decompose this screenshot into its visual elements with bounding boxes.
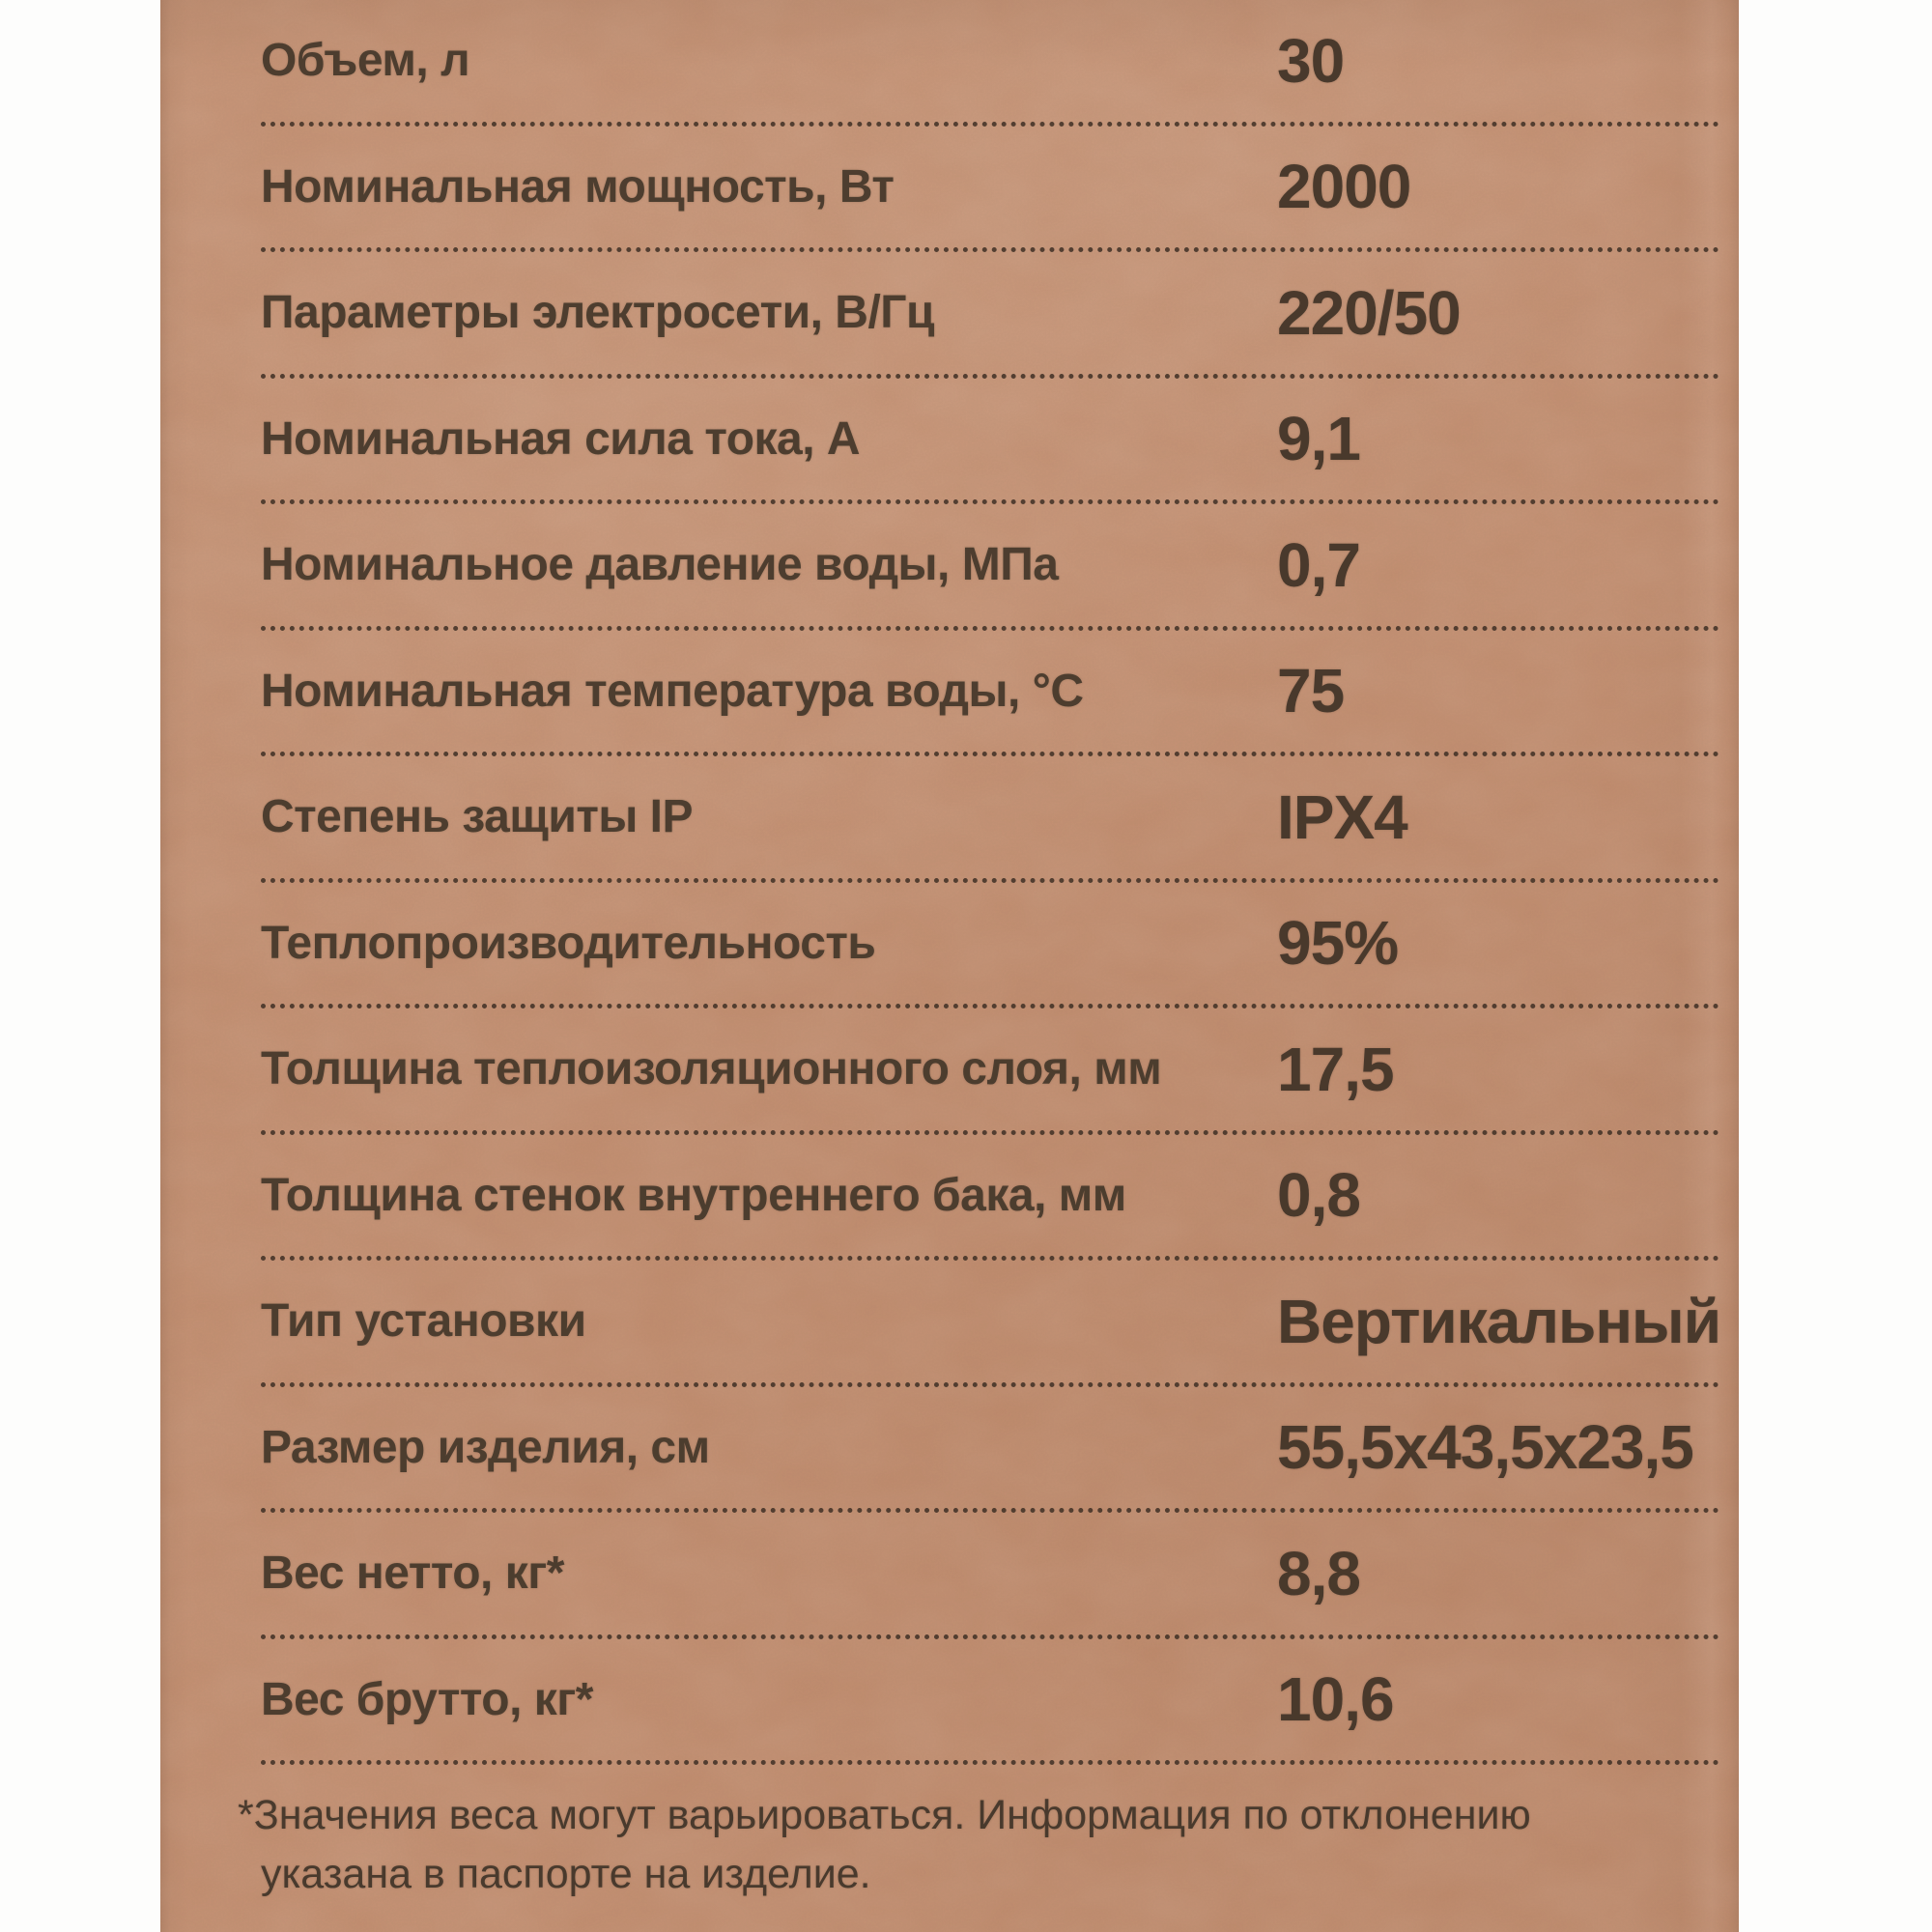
spec-label: Толщина теплоизоляционного слоя, мм (261, 1043, 1162, 1095)
footnote (160, 1765, 1739, 1904)
cardboard-box-panel (160, 0, 1739, 1932)
spec-value: 95% (1277, 908, 1399, 979)
spec-value: IPX4 (1277, 781, 1407, 852)
spec-row-ip-rating (261, 756, 1719, 883)
spec-label: Номинальное давление воды, МПа (261, 539, 1059, 591)
spec-value: 0,7 (1277, 529, 1360, 600)
spec-label: Параметры электросети, В/Гц (261, 287, 935, 339)
spec-value: 0,8 (1277, 1160, 1360, 1231)
spec-row-volume (261, 0, 1719, 127)
spec-row-insulation-thickness (261, 1009, 1719, 1135)
spec-label: Номинальная температура воды, °С (261, 665, 1084, 717)
spec-label: Теплопроизводительность (261, 917, 876, 969)
spec-value: 75 (1277, 656, 1345, 726)
spec-label: Вес брутто, кг* (261, 1673, 593, 1725)
spec-value: 9,1 (1277, 404, 1360, 474)
spec-label: Вес нетто, кг* (261, 1548, 564, 1600)
spec-row-gross-weight (261, 1639, 1719, 1766)
spec-value: 55,5х43,5х23,5 (1277, 1412, 1693, 1483)
spec-value: 220/50 (1277, 277, 1461, 348)
spec-row-installation-type (261, 1261, 1719, 1387)
spec-label: Тип установки (261, 1295, 586, 1348)
spec-value: 30 (1277, 25, 1345, 96)
spec-value: 17,5 (1277, 1034, 1394, 1104)
spec-row-rated-power (261, 127, 1719, 253)
spec-row-tank-wall-thickness (261, 1135, 1719, 1262)
spec-label: Номинальная сила тока, А (261, 412, 861, 465)
spec-table (160, 0, 1739, 1765)
spec-value: 2000 (1277, 152, 1411, 222)
spec-label: Номинальная мощность, Вт (261, 160, 895, 213)
spec-label: Объем, л (261, 35, 470, 87)
spec-row-rated-water-pressure (261, 504, 1719, 631)
spec-label: Размер изделия, см (261, 1421, 710, 1473)
spec-value: 8,8 (1277, 1538, 1360, 1608)
spec-row-rated-water-temperature (261, 631, 1719, 757)
spec-row-mains-parameters (261, 252, 1719, 379)
footnote-line-2: указана в паспорте на изделие. (261, 1851, 871, 1897)
spec-value: 10,6 (1277, 1664, 1394, 1735)
spec-label: Степень защиты IP (261, 791, 694, 843)
spec-label: Толщина стенок внутреннего бака, мм (261, 1169, 1126, 1221)
spec-row-net-weight (261, 1513, 1719, 1639)
spec-row-product-dimensions (261, 1387, 1719, 1514)
spec-row-rated-current (261, 379, 1719, 505)
footnote-line-1: *Значения веса могут варьироваться. Информация по отклонению (238, 1792, 1531, 1838)
spec-row-heat-efficiency (261, 883, 1719, 1009)
spec-value: Вертикальный (1277, 1286, 1721, 1356)
